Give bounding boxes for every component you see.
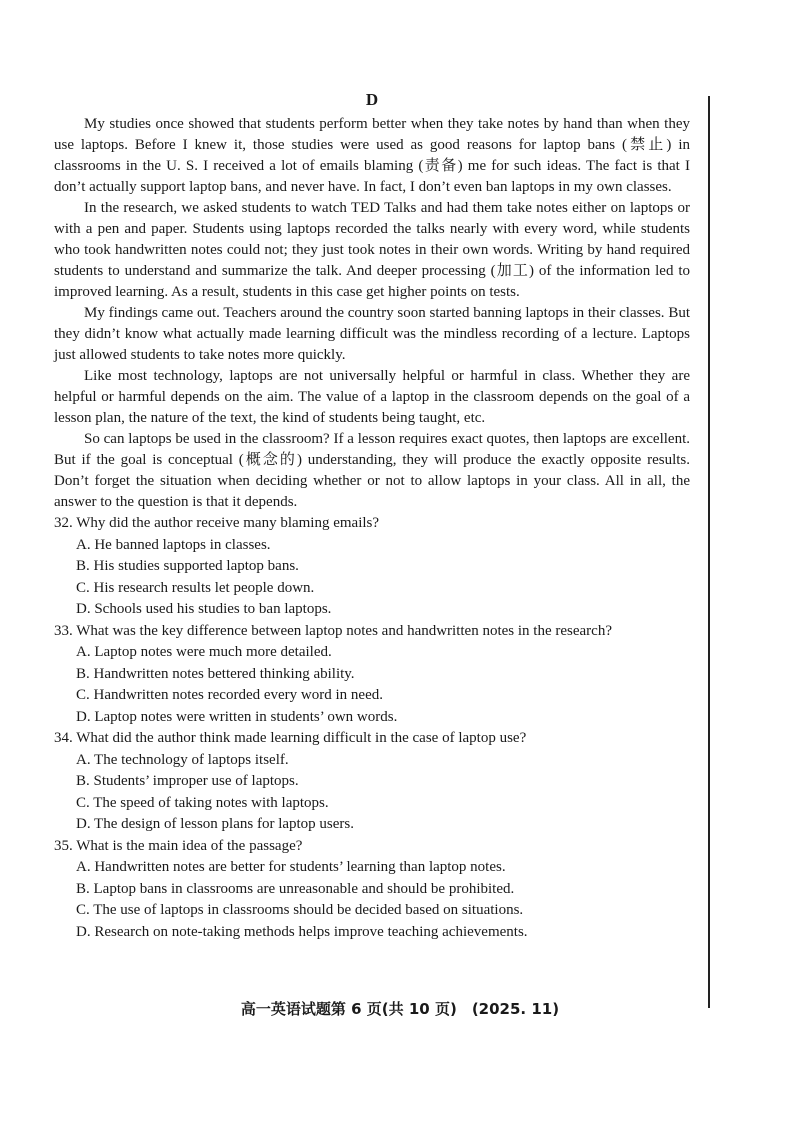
question-32 (54, 513, 690, 621)
question-34 (54, 728, 690, 836)
option-d: D. Laptop notes were written in students’ own words. (76, 708, 398, 725)
margin-line (708, 96, 710, 1008)
question-stem: 33. What was the key difference between laptop notes and handwritten notes in the research? (54, 622, 612, 639)
question-33 (54, 621, 690, 729)
exam-page (54, 90, 690, 943)
option-b: B. His studies supported laptop bans. (76, 558, 299, 574)
option-a: A. He banned laptops in classes. (76, 536, 271, 553)
option-c: C. His research results let people down. (76, 579, 315, 596)
passage-paragraph-5: So can laptops be used in the classroom? If a lesson requires exact quotes, then laptops are excellent. But if the goal is conceptual (概念的) understanding, they will produce the exactly opposite results. Don’t forget the situation when deciding whether or not to allow laptops in your class. All in all, the answer to the question is that it depends. (54, 431, 690, 510)
option-a: A. Handwritten notes are better for students’ learning than laptop notes. (76, 859, 506, 875)
question-stem: 35. What is the main idea of the passage? (54, 837, 303, 854)
option-c: C. The speed of taking notes with laptops. (76, 794, 329, 811)
section-title: D (365, 90, 379, 109)
passage-paragraph-3: My findings came out. Teachers around the country soon started banning laptops in their classes. But they didn’t know what actually made learning difficult was the mindless recording of a lecture. Laptops just allowed students to take notes more quickly. (54, 305, 690, 363)
page-footer: 高一英语试题第 6 页(共 10 页) (2025. 11) (240, 1000, 560, 1018)
question-stem: 32. Why did the author receive many blaming emails? (54, 515, 380, 531)
option-d: D. Schools used his studies to ban laptops. (76, 601, 332, 617)
option-d: D. Research on note-taking methods helps improve teaching achievements. (76, 923, 528, 940)
option-c: C. Handwritten notes recorded every word in need. (76, 687, 383, 703)
passage-paragraph-2: In the research, we asked students to watch TED Talks and had them take notes either on laptops or with a pen and paper. Students using laptops recorded the talks nearly with every word, while students who took handwritten notes could not; they just took notes in their own words. Writing by hand required students to understand and summarize the talk. And deeper processing (加工) of the information led to improved learning. As a result, students in this case get higher points on tests. (54, 200, 690, 300)
option-d: D. The design of lesson plans for laptop users. (76, 816, 355, 832)
option-b: B. Laptop bans in classrooms are unreasonable and should be prohibited. (76, 880, 515, 897)
option-a: A. The technology of laptops itself. (76, 751, 289, 768)
passage-paragraph-4: Like most technology, laptops are not universally helpful or harmful in class. Whether they are helpful or harmful depends on the aim. The value of a laptop in the classroom depends on the goal of a lesson plan, the nature of the text, the kind of students being taught, etc. (54, 368, 690, 426)
option-c: C. The use of laptops in classrooms should be decided based on situations. (76, 902, 524, 918)
passage-paragraph-1: My studies once showed that students perform better when they take notes by hand than when they use laptops. Before I knew it, those studies were used as good reasons for laptop bans (禁止) in classrooms in the U. S. I received a lot of emails blaming (责备) me for such ideas. The fact is that I don’t actually support laptop bans, and never have. In fact, I don’t even ban laptops in my own classes. (54, 116, 690, 195)
option-b: B. Handwritten notes bettered thinking ability. (76, 665, 355, 682)
question-35 (54, 836, 690, 944)
option-a: A. Laptop notes were much more detailed. (76, 644, 332, 660)
question-stem: 34. What did the author think made learning difficult in the case of laptop use? (54, 730, 527, 746)
option-b: B. Students’ improper use of laptops. (76, 773, 299, 789)
